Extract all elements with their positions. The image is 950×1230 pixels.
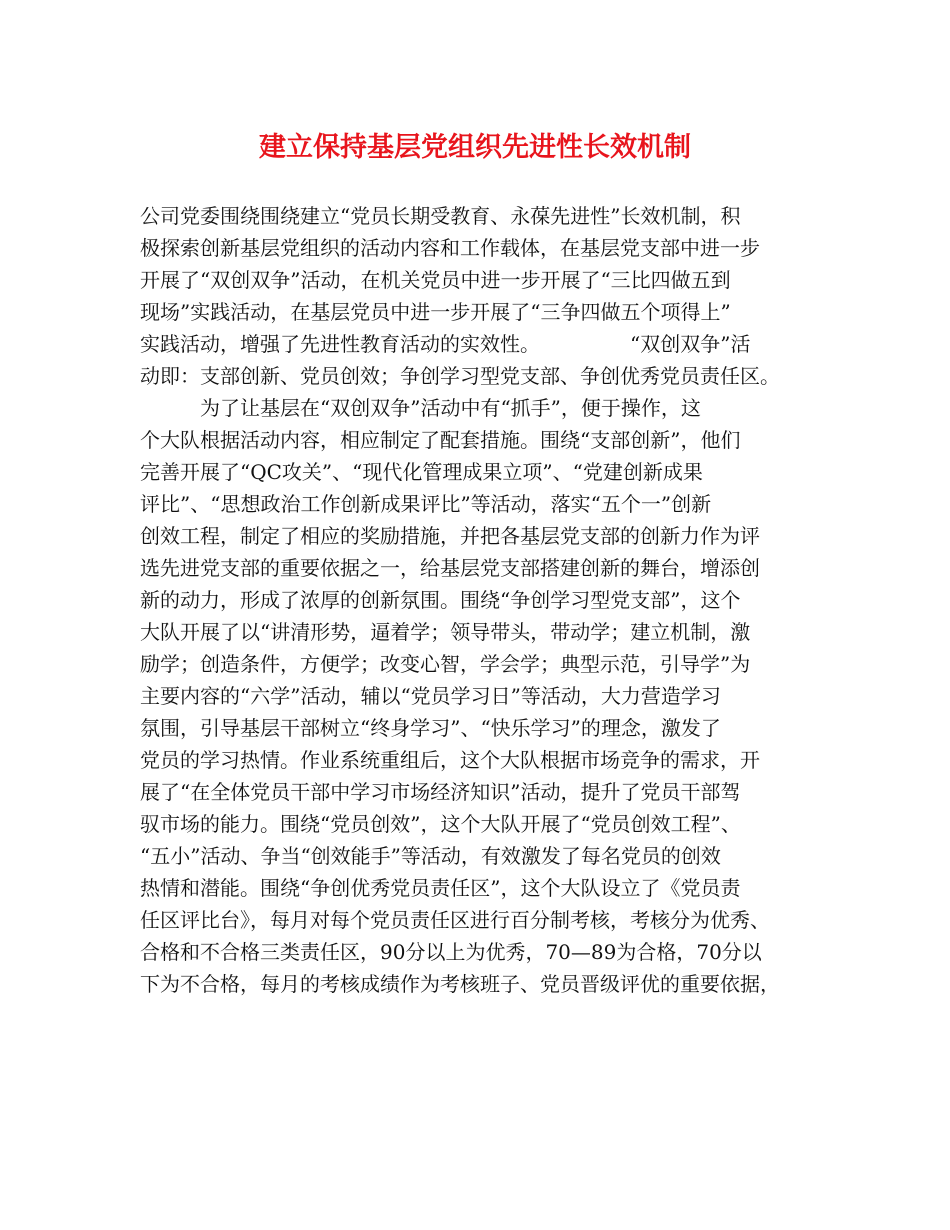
body-line: 氛围，引导基层干部树立“终身学习”、“快乐学习”的理念，激发了	[140, 716, 721, 740]
body-line: 公司党委围绕围绕建立“党员长期受教育、永葆先进性”长效机制，积	[140, 204, 741, 228]
document-body	[140, 200, 820, 1000]
body-line: 任区评比台》，每月对每个党员责任区进行百分制考核，考核分为优秀、	[140, 908, 770, 932]
body-line: 新的动力，形成了浓厚的创新氛围。围绕“争创学习型党支部”，这个	[140, 588, 741, 612]
body-line: 驭市场的能力。围绕“党员创效”，这个大队开展了“党员创效工程”、	[140, 812, 741, 836]
body-line: 展了“在全体党员干部中学习市场经济知识”活动，提升了党员干部驾	[140, 780, 741, 804]
document-title: 建立保持基层党组织先进性长效机制	[259, 132, 691, 163]
body-line: 为了让基层在“双创双争”活动中有“抓手”，便于操作，这	[140, 396, 701, 420]
body-line: 评比”、“思想政治工作创新成果评比”等活动，落实“五个一”创新	[140, 492, 712, 516]
body-line: 下为不合格，每月的考核成绩作为考核班子、党员晋级评优的重要依据，	[140, 972, 780, 996]
body-line: 个大队根据活动内容，相应制定了配套措施。围绕“支部创新”，他们	[140, 428, 741, 452]
body-line: 实践活动，增强了先进性教育活动的实效性。 “双创双争”活	[140, 332, 751, 356]
body-line: 热情和潜能。围绕“争创优秀党员责任区”，这个大队设立了《党员责	[140, 876, 741, 900]
body-line: 极探索创新基层党组织的活动内容和工作载体，在基层党支部中进一步	[140, 236, 760, 260]
body-line: 党员的学习热情。作业系统重组后，这个大队根据市场竞争的需求，开	[140, 748, 760, 772]
body-line: 主要内容的“六学”活动，辅以“党员学习日”等活动，大力营造学习	[140, 684, 721, 708]
body-line: 选先进党支部的重要依据之一，给基层党支部搭建创新的舞台，增添创	[140, 556, 760, 580]
body-line: 开展了“双创双争”活动，在机关党员中进一步开展了“三比四做五到	[140, 268, 731, 292]
body-line: 创效工程，制定了相应的奖励措施，并把各基层党支部的创新力作为评	[140, 524, 760, 548]
body-line: 合格和不合格三类责任区，90分以上为优秀，70—89为合格，70分以	[140, 940, 762, 964]
body-line: 现场”实践活动，在基层党员中进一步开展了“三争四做五个项得上”	[140, 300, 731, 324]
body-line: 大队开展了以“讲清形势，逼着学；领导带头，带动学；建立机制，激	[140, 620, 751, 644]
body-line: 励学；创造条件，方便学；改变心智，学会学；典型示范，引导学”为	[140, 652, 751, 676]
body-line: 动即：支部创新、党员创效；争创学习型党支部、争创优秀党员责任区。	[140, 364, 780, 388]
body-line: “五小”活动、争当“创效能手”等活动，有效激发了每名党员的创效	[140, 844, 721, 868]
body-line: 完善开展了“QC攻关”、“现代化管理成果立项”、“党建创新成果	[140, 460, 703, 484]
